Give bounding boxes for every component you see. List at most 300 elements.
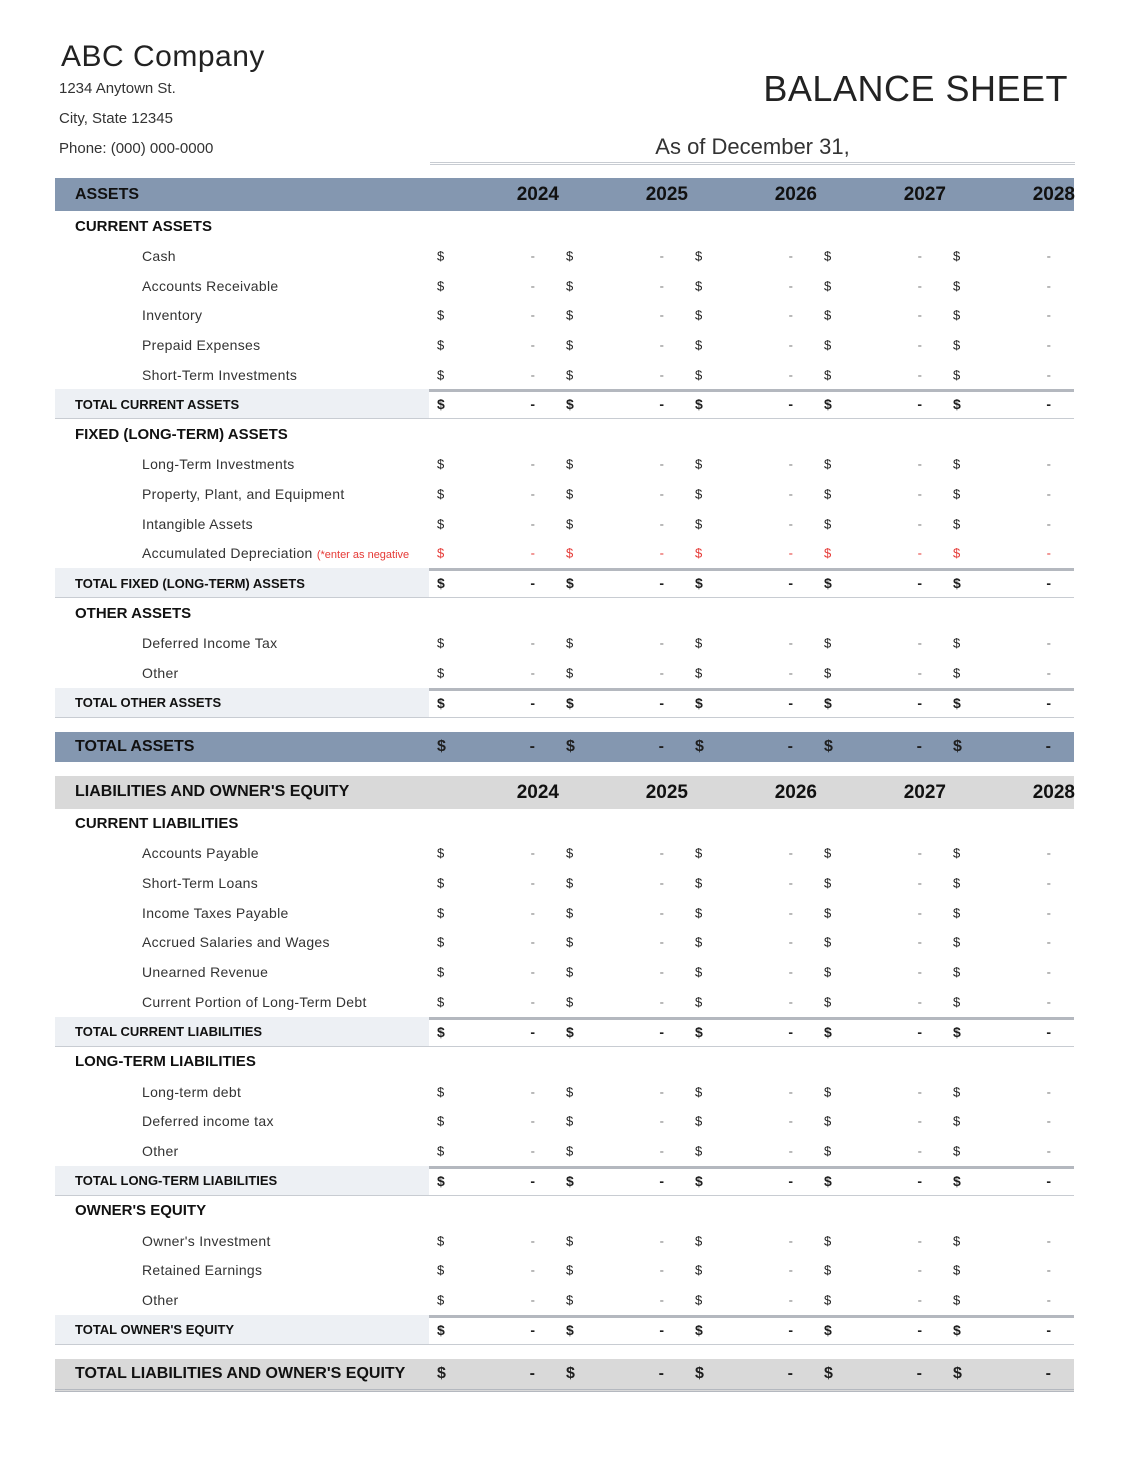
value-cell[interactable]: [946, 1226, 1075, 1256]
value-cell[interactable]: [559, 1106, 688, 1136]
cell-value: -: [659, 307, 664, 323]
currency-symbol: $: [953, 1233, 961, 1249]
value-cell[interactable]: [817, 868, 946, 898]
currency-symbol: $: [824, 1321, 832, 1338]
cell-value: -: [659, 1292, 664, 1308]
value-cell[interactable]: [559, 628, 688, 658]
value-cell[interactable]: [559, 1077, 688, 1107]
value-cell[interactable]: [946, 1136, 1075, 1166]
document-title: BALANCE SHEET: [763, 68, 1068, 109]
currency-symbol: $: [953, 845, 961, 861]
line-item-row: [55, 1285, 1074, 1315]
value-cell[interactable]: [817, 330, 946, 360]
value-cell[interactable]: [430, 330, 559, 360]
value-cell[interactable]: [430, 628, 559, 658]
currency-symbol: $: [695, 905, 703, 921]
currency-symbol: $: [953, 575, 961, 592]
cell-value: -: [530, 516, 535, 532]
line-item-label: Other: [142, 664, 179, 681]
currency-symbol: $: [824, 1233, 832, 1249]
value-cell[interactable]: [688, 957, 817, 987]
line-item-label: Other: [142, 1142, 179, 1159]
value-cell[interactable]: [430, 1017, 559, 1047]
value-cell[interactable]: [430, 928, 559, 958]
value-cell[interactable]: [688, 568, 817, 598]
currency-symbol: $: [566, 665, 574, 681]
value-cell[interactable]: [430, 688, 559, 718]
cell-value: -: [788, 337, 793, 353]
cell-value: -: [1046, 545, 1051, 561]
year-header: 2027: [903, 184, 946, 205]
value-cell[interactable]: [817, 1106, 946, 1136]
total-other-assets-label: TOTAL OTHER ASSETS: [55, 688, 429, 718]
company-name: ABC Company: [61, 40, 265, 73]
line-item-label: Inventory: [142, 307, 203, 324]
value-cell[interactable]: [430, 987, 559, 1017]
value-cell[interactable]: [559, 1226, 688, 1256]
currency-symbol: $: [695, 1023, 703, 1040]
value-cell[interactable]: [688, 1136, 817, 1166]
value-cell[interactable]: [688, 1106, 817, 1136]
cell-value: -: [917, 1023, 922, 1040]
value-cell[interactable]: [946, 449, 1075, 479]
value-cell[interactable]: [688, 300, 817, 330]
currency-symbol: $: [824, 307, 832, 323]
value-cell[interactable]: [559, 839, 688, 869]
currency-symbol: $: [566, 1292, 574, 1308]
value-cell[interactable]: [946, 1359, 1075, 1389]
cell-value: -: [659, 964, 664, 980]
cell-value: -: [788, 1172, 793, 1189]
value-cell[interactable]: [430, 957, 559, 987]
value-cell[interactable]: [946, 957, 1075, 987]
currency-symbol: $: [437, 456, 445, 472]
value-cell[interactable]: [559, 509, 688, 539]
value-cell[interactable]: [946, 732, 1075, 762]
value-cell[interactable]: [430, 898, 559, 928]
currency-symbol: $: [824, 665, 832, 681]
value-cell[interactable]: [430, 568, 559, 598]
value-cell[interactable]: [817, 987, 946, 1017]
line-item-row: [55, 928, 1074, 958]
value-cell[interactable]: [430, 389, 559, 419]
value-cell[interactable]: [946, 509, 1075, 539]
value-cell[interactable]: [559, 271, 688, 301]
cell-value: -: [788, 575, 793, 592]
value-cell[interactable]: [688, 1077, 817, 1107]
value-cell[interactable]: [817, 957, 946, 987]
value-cell[interactable]: [430, 241, 559, 271]
currency-symbol: $: [566, 1143, 574, 1159]
value-cell[interactable]: [559, 1285, 688, 1315]
value-cell[interactable]: [817, 479, 946, 509]
year-header: 2027: [903, 781, 946, 803]
cell-value: -: [917, 1233, 922, 1249]
currency-symbol: $: [695, 665, 703, 681]
balance-sheet-table: [55, 178, 1074, 1392]
value-cell[interactable]: [688, 732, 817, 762]
value-cell[interactable]: [430, 539, 559, 569]
currency-symbol: $: [437, 964, 445, 980]
value-cell[interactable]: [817, 732, 946, 762]
value-cell[interactable]: [430, 360, 559, 390]
value-cell[interactable]: [817, 839, 946, 869]
value-cell[interactable]: [559, 568, 688, 598]
cell-value: -: [529, 737, 535, 755]
currency-symbol: $: [566, 694, 574, 711]
line-item-row: [55, 1136, 1074, 1166]
value-cell[interactable]: [688, 987, 817, 1017]
value-cell[interactable]: [430, 1136, 559, 1166]
cell-value: -: [1046, 964, 1051, 980]
value-cell[interactable]: [817, 898, 946, 928]
total-row: [55, 568, 1074, 598]
cell-value: -: [788, 875, 793, 891]
cell-value: -: [788, 1262, 793, 1278]
currency-symbol: $: [824, 367, 832, 383]
cell-value: -: [1046, 278, 1051, 294]
negative-entry-note: (*enter as negative: [316, 549, 410, 562]
value-cell[interactable]: [946, 300, 1075, 330]
value-cell[interactable]: [430, 1285, 559, 1315]
value-cell[interactable]: [817, 1226, 946, 1256]
currency-symbol: $: [824, 1143, 832, 1159]
value-cell[interactable]: [946, 628, 1075, 658]
cell-value: -: [917, 1321, 922, 1338]
value-cell[interactable]: [688, 389, 817, 419]
value-cell[interactable]: [688, 688, 817, 718]
cell-value: -: [1046, 845, 1051, 861]
value-cell[interactable]: [688, 479, 817, 509]
value-cell[interactable]: [688, 1226, 817, 1256]
cell-value: -: [659, 665, 664, 681]
cell-value: -: [916, 737, 922, 755]
value-cell[interactable]: [430, 1077, 559, 1107]
currency-symbol: $: [824, 905, 832, 921]
value-cell[interactable]: [430, 1255, 559, 1285]
value-cell[interactable]: [430, 1359, 559, 1389]
currency-symbol: $: [953, 367, 961, 383]
value-cell[interactable]: [946, 1315, 1075, 1345]
value-cell[interactable]: [559, 732, 688, 762]
currency-symbol: $: [695, 1143, 703, 1159]
cell-value: -: [788, 1113, 793, 1129]
line-item-label: Other: [142, 1291, 179, 1308]
value-cell[interactable]: [430, 271, 559, 301]
currency-symbol: $: [695, 1321, 703, 1338]
value-cell[interactable]: [946, 1285, 1075, 1315]
currency-symbol: $: [437, 278, 445, 294]
value-cell[interactable]: [946, 330, 1075, 360]
value-cell[interactable]: [430, 1106, 559, 1136]
line-item-row: [55, 1077, 1074, 1107]
value-cell[interactable]: [946, 658, 1075, 688]
cell-value: -: [659, 1321, 664, 1338]
value-cell[interactable]: [430, 300, 559, 330]
value-cell[interactable]: [817, 1359, 946, 1389]
value-cell[interactable]: [688, 509, 817, 539]
currency-symbol: $: [695, 307, 703, 323]
value-cell[interactable]: [559, 1136, 688, 1166]
cell-value: -: [788, 665, 793, 681]
value-cell[interactable]: [559, 389, 688, 419]
value-cell[interactable]: [430, 479, 559, 509]
value-cell[interactable]: [946, 479, 1075, 509]
value-cell[interactable]: [688, 658, 817, 688]
value-cell[interactable]: [559, 539, 688, 569]
value-cell[interactable]: [817, 688, 946, 718]
value-cell[interactable]: [946, 868, 1075, 898]
value-cell[interactable]: [688, 539, 817, 569]
value-cell[interactable]: [817, 539, 946, 569]
cell-value: -: [658, 737, 664, 755]
cell-value: -: [1046, 367, 1051, 383]
value-cell[interactable]: [688, 1359, 817, 1389]
value-cell[interactable]: [817, 1255, 946, 1285]
value-cell[interactable]: [688, 1166, 817, 1196]
value-cell[interactable]: [559, 360, 688, 390]
section-title: [55, 598, 1074, 628]
line-item-label: Deferred Income Tax: [142, 635, 278, 652]
value-cell[interactable]: [559, 688, 688, 718]
line-item-row: [55, 628, 1074, 658]
currency-symbol: $: [437, 575, 445, 592]
value-cell[interactable]: [430, 658, 559, 688]
value-cell[interactable]: [430, 449, 559, 479]
year-header: 2025: [645, 184, 688, 205]
value-cell[interactable]: [559, 241, 688, 271]
value-cell[interactable]: [946, 389, 1075, 419]
currency-symbol: $: [824, 516, 832, 532]
value-cell[interactable]: [946, 1106, 1075, 1136]
currency-symbol: $: [824, 248, 832, 264]
currency-symbol: $: [566, 367, 574, 383]
cell-value: -: [788, 545, 793, 561]
currency-symbol: $: [695, 934, 703, 950]
value-cell[interactable]: [559, 658, 688, 688]
currency-symbol: $: [437, 367, 445, 383]
value-cell[interactable]: [430, 1315, 559, 1345]
value-cell[interactable]: [688, 1255, 817, 1285]
value-cell[interactable]: [559, 868, 688, 898]
value-cell[interactable]: [688, 360, 817, 390]
currency-symbol: $: [824, 1292, 832, 1308]
cell-value: -: [659, 1233, 664, 1249]
cell-value: -: [917, 635, 922, 651]
value-cell[interactable]: [946, 1255, 1075, 1285]
cell-value: -: [917, 994, 922, 1010]
value-cell[interactable]: [430, 732, 559, 762]
value-cell[interactable]: [817, 389, 946, 419]
value-cell[interactable]: [430, 1166, 559, 1196]
currency-symbol: $: [953, 875, 961, 891]
value-cell[interactable]: [817, 928, 946, 958]
cell-value: -: [1046, 486, 1051, 502]
currency-symbol: $: [824, 1364, 833, 1382]
currency-symbol: $: [695, 1292, 703, 1308]
value-cell[interactable]: [559, 1359, 688, 1389]
cell-value: -: [917, 307, 922, 323]
cell-value: -: [1046, 1321, 1051, 1338]
currency-symbol: $: [695, 1113, 703, 1129]
currency-symbol: $: [437, 1172, 445, 1189]
value-cell[interactable]: [946, 1077, 1075, 1107]
value-cell[interactable]: [946, 360, 1075, 390]
value-cell[interactable]: [946, 241, 1075, 271]
value-cell[interactable]: [817, 449, 946, 479]
long-term-liabilities-title: LONG-TERM LIABILITIES: [75, 1053, 256, 1071]
value-cell[interactable]: [817, 628, 946, 658]
value-cell[interactable]: [817, 1017, 946, 1047]
currency-symbol: $: [437, 1084, 445, 1100]
value-cell[interactable]: [559, 957, 688, 987]
cell-value: -: [917, 337, 922, 353]
cell-value: -: [917, 396, 922, 413]
cell-value: -: [917, 456, 922, 472]
value-cell[interactable]: [559, 1315, 688, 1345]
value-cell[interactable]: [559, 479, 688, 509]
currency-symbol: $: [566, 307, 574, 323]
currency-symbol: $: [953, 1084, 961, 1100]
value-cell[interactable]: [559, 1255, 688, 1285]
value-cell[interactable]: [817, 1077, 946, 1107]
currency-symbol: $: [953, 964, 961, 980]
value-cell[interactable]: [946, 568, 1075, 598]
currency-symbol: $: [437, 737, 446, 755]
value-cell[interactable]: [559, 928, 688, 958]
value-cell[interactable]: [817, 1136, 946, 1166]
cell-value: -: [1046, 1233, 1051, 1249]
section-title: [55, 809, 1074, 839]
currency-symbol: $: [566, 845, 574, 861]
value-cell[interactable]: [946, 271, 1075, 301]
currency-symbol: $: [824, 1084, 832, 1100]
grand-total-row: [55, 1359, 1074, 1392]
cell-value: -: [530, 964, 535, 980]
currency-symbol: $: [953, 1364, 962, 1382]
cell-value: -: [1046, 635, 1051, 651]
section-title: [55, 1047, 1074, 1077]
cell-value: -: [788, 278, 793, 294]
currency-symbol: $: [695, 1084, 703, 1100]
value-cell[interactable]: [559, 449, 688, 479]
value-cell[interactable]: [817, 271, 946, 301]
currency-symbol: $: [437, 1113, 445, 1129]
value-cell[interactable]: [817, 658, 946, 688]
currency-symbol: $: [824, 1172, 832, 1189]
value-cell[interactable]: [688, 330, 817, 360]
value-cell[interactable]: [946, 1166, 1075, 1196]
cell-value: -: [917, 845, 922, 861]
cell-value: -: [788, 396, 793, 413]
value-cell[interactable]: [559, 330, 688, 360]
cell-value: -: [530, 575, 535, 592]
cell-value: -: [659, 516, 664, 532]
value-cell[interactable]: [817, 1315, 946, 1345]
value-cell[interactable]: [688, 898, 817, 928]
value-cell[interactable]: [946, 839, 1075, 869]
cell-value: -: [788, 694, 793, 711]
value-cell[interactable]: [688, 1017, 817, 1047]
value-cell[interactable]: [946, 688, 1075, 718]
value-cell[interactable]: [430, 509, 559, 539]
cell-value: -: [917, 367, 922, 383]
value-cell[interactable]: [559, 300, 688, 330]
currency-symbol: $: [695, 737, 704, 755]
currency-symbol: $: [953, 1143, 961, 1159]
line-item-row: [55, 479, 1074, 509]
value-cell[interactable]: [688, 449, 817, 479]
currency-symbol: $: [953, 337, 961, 353]
currency-symbol: $: [695, 845, 703, 861]
cell-value: -: [530, 1113, 535, 1129]
value-cell[interactable]: [430, 1226, 559, 1256]
value-cell[interactable]: [688, 241, 817, 271]
value-cell[interactable]: [817, 568, 946, 598]
cell-value: -: [659, 1262, 664, 1278]
value-cell[interactable]: [817, 241, 946, 271]
cell-value: -: [659, 278, 664, 294]
value-cell[interactable]: [559, 1017, 688, 1047]
cell-value: -: [659, 635, 664, 651]
cell-value: -: [1046, 456, 1051, 472]
value-cell[interactable]: [946, 928, 1075, 958]
line-item-row: [55, 1106, 1074, 1136]
line-item-row: [55, 658, 1074, 688]
value-cell[interactable]: [946, 898, 1075, 928]
cell-value: -: [659, 694, 664, 711]
currency-symbol: $: [824, 737, 833, 755]
value-cell[interactable]: [946, 1017, 1075, 1047]
value-cell[interactable]: [817, 509, 946, 539]
value-cell[interactable]: [430, 839, 559, 869]
currency-symbol: $: [437, 1262, 445, 1278]
value-cell[interactable]: [559, 1166, 688, 1196]
value-cell[interactable]: [688, 1315, 817, 1345]
value-cell[interactable]: [688, 271, 817, 301]
currency-symbol: $: [566, 1364, 575, 1382]
currency-symbol: $: [566, 964, 574, 980]
cell-value: -: [1046, 396, 1051, 413]
value-cell[interactable]: [817, 1285, 946, 1315]
value-cell[interactable]: [946, 539, 1075, 569]
value-cell[interactable]: [817, 360, 946, 390]
value-cell[interactable]: [817, 300, 946, 330]
cell-value: -: [917, 1113, 922, 1129]
value-cell[interactable]: [559, 898, 688, 928]
total-owners-equity-label: TOTAL OWNER'S EQUITY: [55, 1315, 429, 1345]
value-cell[interactable]: [688, 1285, 817, 1315]
value-cell[interactable]: [430, 868, 559, 898]
value-cell[interactable]: [688, 628, 817, 658]
currency-symbol: $: [953, 248, 961, 264]
currency-symbol: $: [953, 545, 961, 561]
value-cell[interactable]: [559, 987, 688, 1017]
cell-value: -: [917, 1292, 922, 1308]
line-item-row: [55, 241, 1074, 271]
line-item-row: [55, 987, 1074, 1017]
value-cell[interactable]: [817, 1166, 946, 1196]
cell-value: -: [917, 875, 922, 891]
current-liabilities-title: CURRENT LIABILITIES: [75, 815, 239, 833]
value-cell[interactable]: [688, 868, 817, 898]
value-cell[interactable]: [688, 928, 817, 958]
cell-value: -: [917, 1172, 922, 1189]
value-cell[interactable]: [688, 839, 817, 869]
value-cell[interactable]: [946, 987, 1075, 1017]
currency-symbol: $: [824, 994, 832, 1010]
currency-symbol: $: [437, 1321, 445, 1338]
